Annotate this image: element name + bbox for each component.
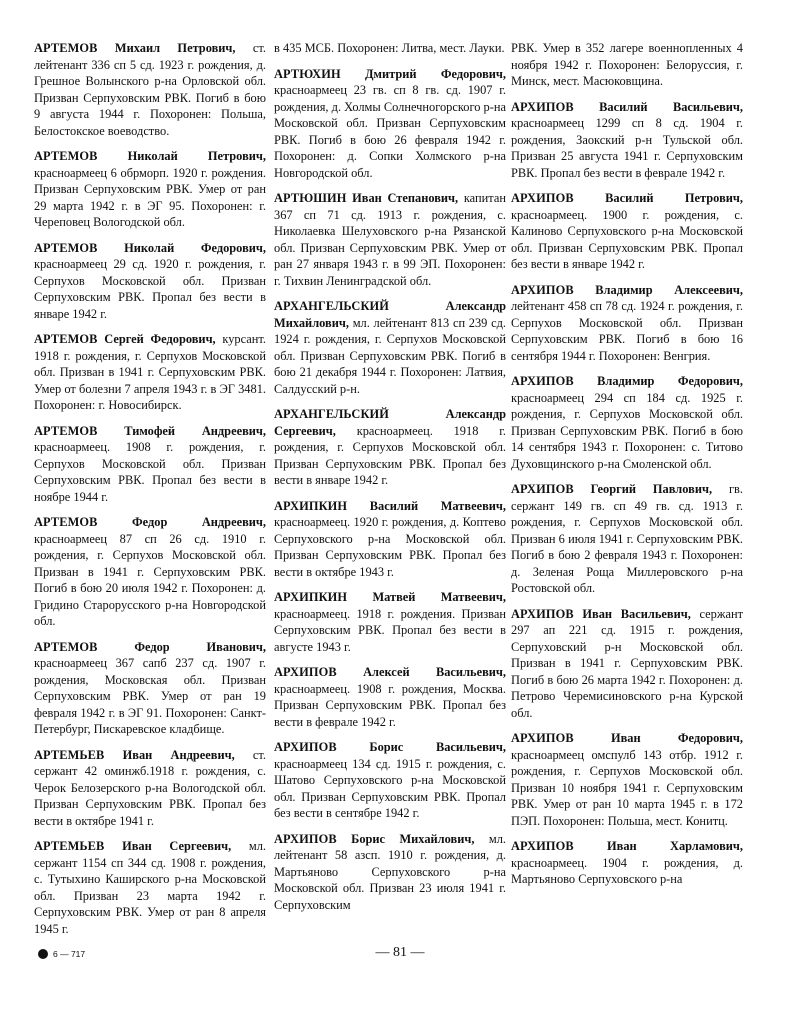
entry-surname: АРТЮШИН bbox=[274, 191, 347, 205]
entry-text: красноармеец. 1918 г. рождения. Призван Серпуховским РВК. Пропал без вести в августе 1943 г. bbox=[274, 606, 506, 654]
memorial-entry bbox=[511, 606, 743, 722]
entry-given-name: Владимир Алексеевич, bbox=[595, 282, 743, 297]
entry-text: красноармеец 87 сп 26 сд. 1910 г. рождения, г. Серпухов Московской обл. Призван в 1941 г. Серпуховским РВК. Погиб в бою 20 июля 1942 г. Похоронен: д. Гридино Старорусского р-на Новгородской обл. bbox=[34, 531, 266, 628]
entry-text: капитан 367 сп 71 сд. 1913 г. рождения, с. Николаевка Шелуховского р-на Рязанской обл. Призван Серпуховским РВК. Умер от ран 27 января 1943 г. в 99 ЭП. Похоронен: г. Тихвин Ленинградской обл. bbox=[274, 191, 506, 288]
memorial-entry bbox=[274, 589, 506, 655]
memorial-entry bbox=[34, 240, 266, 323]
entry-surname: АРХИПОВ bbox=[274, 740, 337, 754]
entry-given-name: Тимофей Андреевич, bbox=[124, 423, 266, 438]
memorial-entry bbox=[274, 66, 506, 182]
memorial-entry bbox=[511, 481, 743, 597]
entry-given-name: Иван Андреевич, bbox=[122, 747, 235, 762]
entry-text: красноармеец 294 сп 184 сд. 1925 г. рождения, г. Серпухов Московской обл. Призван Серпуховским РВК. Погиб в бою 14 сентября 1943 г. Похоронен: с. Титово Духовщинского р-на Смоленской обл. bbox=[511, 390, 743, 471]
bullet-icon bbox=[38, 949, 48, 959]
memorial-entry bbox=[274, 664, 506, 730]
entry-surname: АРТЕМОВ bbox=[34, 639, 98, 654]
entry-text: красноармеец. 1920 г. рождения, д. Коптево Серпуховского р-на Московской обл. Призван Серпуховским РВК. Пропал без вести в октябре 1943 г. bbox=[274, 515, 506, 579]
entry-surname: АРХИПОВ bbox=[511, 282, 574, 297]
entry-text: гв. сержант 149 гв. сп 49 гв. сд. 1913 г. рождения, г. Серпухов Московской обл. Призван 6 июля 1941 г. Серпуховским РВК. Погиб в бою 2 февраля 1943 г. Похоронен: д. Зеленая Роща Миллеровского р-на Ростовской обл. bbox=[511, 482, 743, 595]
print-signature-text: 6 — 717 bbox=[53, 949, 86, 959]
entry-surname: АРХИПОВ bbox=[511, 374, 574, 388]
entry-surname: АРХИПОВ bbox=[511, 731, 574, 745]
entry-given-name: Федор Андреевич, bbox=[132, 515, 266, 529]
entry-text: в 435 МСБ. Похоронен: Литва, мест. Лауки. bbox=[274, 41, 505, 55]
entry-surname: АРХИПОВ bbox=[511, 482, 574, 496]
entry-text: красноармеец 29 сд. 1920 г. рождения, г. Серпухов Московской обл. Призван Серпуховским РВК. Пропал без вести в январе 1942 г. bbox=[34, 257, 266, 321]
entry-given-name: Иван Сергеевич, bbox=[122, 839, 232, 853]
memorial-entry bbox=[34, 423, 266, 506]
entry-given-name: Матвей Матвеевич, bbox=[372, 590, 506, 604]
entry-surname: АРТЕМОВ bbox=[34, 41, 98, 55]
entry-surname: АРХИПОВ bbox=[274, 665, 337, 679]
entry-given-name: Василий Матвеевич, bbox=[369, 498, 506, 513]
entry-given-name: Алексей Васильевич, bbox=[363, 665, 506, 679]
entry-text: красноармеец 367 сапб 237 сд. 1907 г. рождения, Московская обл. Призван Серпуховским РВК. Умер от ран 19 февраля 1942 г. в ЭГ 91. Похоронен: Санкт-Петербург, Пискаревское кладбище. bbox=[34, 656, 266, 736]
entry-surname: АРХИПОВ bbox=[511, 839, 574, 853]
memorial-entry bbox=[274, 498, 506, 581]
entry-given-name: Владимир Федорович, bbox=[597, 374, 743, 388]
text-column bbox=[34, 40, 266, 946]
memorial-entry bbox=[511, 40, 743, 90]
entry-given-name: Георгий Павлович, bbox=[590, 482, 713, 496]
memorial-entry bbox=[511, 838, 743, 888]
entry-surname: АРТЕМОВ bbox=[34, 332, 98, 346]
entry-text: красноармеец 134 сд. 1915 г. рождения, с. Шатово Серпуховского р-на Московской обл. Призван Серпуховским РВК. Пропал без вести в сентябре 1942 г. bbox=[274, 756, 506, 820]
entry-given-name: Василий Васильевич, bbox=[599, 99, 743, 114]
entry-surname: АРТЕМОВ bbox=[34, 515, 98, 529]
text-column bbox=[274, 40, 506, 922]
entry-text: ст. лейтенант 336 сп 5 сд. 1923 г. рождения, д. Грешное Волынского р-на Орловской обл. Призван Серпуховским РВК. Погиб в бою 9 августа 1944 г. Похоронен: Польша, Белостокское воеводство. bbox=[34, 41, 266, 138]
entry-surname: АРХАНГЕЛЬСКИЙ bbox=[274, 407, 389, 421]
entry-text: красноармеец. 1908 г. рождения, г. Серпухов Московской обл. Призван Серпуховским РВК. Пропал без вести в ноябре 1944 г. bbox=[34, 440, 266, 504]
memorial-entry bbox=[274, 298, 506, 397]
page-number: — 81 — bbox=[375, 945, 425, 960]
entry-text: красноармеец 1299 сп 8 сд. 1904 г. рождения, Заокский р-н Тульской обл. Призван 25 августа 1941 г. Серпуховским РВК. Пропал без вести в феврале 1942 г. bbox=[511, 116, 743, 180]
memorial-entry bbox=[34, 747, 266, 830]
entry-given-name: Александр Михайлович, bbox=[274, 299, 506, 330]
entry-given-name: Василий Петрович, bbox=[605, 191, 743, 205]
entry-given-name: Иван Федорович, bbox=[610, 731, 743, 745]
entry-text: красноармеец. 1918 г. рождения, г. Серпухов Московской обл. Призван Серпуховским РВК. Пропал без вести в январе 1942 г. bbox=[274, 423, 506, 487]
entry-surname: АРТЕМЬЕВ bbox=[34, 839, 105, 853]
memorial-entry bbox=[274, 406, 506, 489]
entry-given-name: Иван Степанович, bbox=[352, 191, 459, 205]
memorial-entry bbox=[511, 282, 743, 365]
entry-surname: АРХИПКИН bbox=[274, 498, 348, 513]
memorial-entry bbox=[34, 40, 266, 139]
entry-text: красноармеец омспулб 143 отбр. 1912 г. рождения, г. Серпухов Московской обл. Призван 10 ноября 1941 г. Серпуховским РВК. Умер от ран 10 марта 1945 г. в 172 ПЭП. Похоронен: Польша, мест. Конитц. bbox=[511, 747, 743, 828]
memorial-entry bbox=[274, 190, 506, 289]
entry-text: красноармеец. 1904 г. рождения, д. Мартьяново Серпуховского р-на bbox=[511, 855, 743, 886]
entry-text: красноармеец. 1908 г. рождения, Москва. Призван Серпуховским РВК. Пропал без вести в феврале 1942 г. bbox=[274, 681, 506, 729]
memorial-entry bbox=[511, 373, 743, 472]
entry-surname: АРХИПОВ bbox=[511, 191, 574, 205]
entry-text: ст. сержант 42 оминжб.1918 г. рождения, с. Черок Белозерского р-на Вологодской обл. Призван Серпуховским РВК. Пропал без вести в октябре 1941 г. bbox=[34, 747, 266, 828]
entry-surname: АРХИПОВ bbox=[511, 99, 574, 114]
entry-text: красноармеец 6 обрморп. 1920 г. рождения. Призван Серпуховским РВК. Умер от ран 29 марта 1942 г. в ЭГ 95. Похоронен: г. Череповец Вологодской обл. bbox=[34, 165, 266, 229]
entry-given-name: Иван Васильевич, bbox=[582, 606, 691, 621]
entry-surname: АРТЕМЬЕВ bbox=[34, 747, 105, 762]
entry-text: красноармеец. 1900 г. рождения, с. Калиново Серпуховского р-на Московской обл. Призван Серпуховским РВК. Пропал без вести в январе 1942 г. bbox=[511, 207, 743, 271]
entry-text: красноармеец 23 гв. сп 8 гв. сд. 1907 г. рождения, д. Холмы Солнечногорского р-на Московской обл. Призван Серпуховским РВК. Погиб в бою 26 февраля 1942 г. Похоронен: д. Сопки Холмского р-на Новгородской обл. bbox=[274, 83, 506, 180]
memorial-entry bbox=[34, 514, 266, 630]
entry-given-name: Николай Петрович, bbox=[127, 149, 266, 163]
memorial-entry bbox=[34, 639, 266, 738]
entry-surname: АРХИПОВ bbox=[274, 831, 337, 846]
entry-given-name: Михаил Петрович, bbox=[114, 41, 236, 55]
entry-text: мл. лейтенант 58 азсп. 1910 г. рождения, д. Мартьяново Серпуховского р-на Московской обл. Призван 23 июля 1941 г. Серпуховским bbox=[274, 831, 506, 912]
entry-given-name: Федор Иванович, bbox=[134, 639, 266, 654]
entry-text: курсант. 1918 г. рождения, г. Серпухов Московской обл. Призван в 1941 г. Серпуховским РВК. Умер от болезни 7 апреля 1943 г. в ЭГ 3481. Похоронен: г. Новосибирск. bbox=[34, 332, 266, 412]
entry-surname: АРТЕМОВ bbox=[34, 240, 98, 255]
memorial-entry bbox=[34, 838, 266, 937]
entry-surname: АРТЮХИН bbox=[274, 66, 341, 81]
entry-surname: АРХИПОВ bbox=[511, 606, 574, 621]
entry-surname: АРТЕМОВ bbox=[34, 423, 98, 438]
memorial-entry bbox=[274, 831, 506, 914]
entry-given-name: Александр Сергеевич, bbox=[274, 407, 506, 438]
memorial-entry bbox=[274, 739, 506, 822]
page-footer bbox=[0, 943, 800, 967]
entry-text: РВК. Умер в 352 лагере военнопленных 4 ноября 1942 г. Похоронен: Белоруссия, г. Минск, мест. Масюковщина. bbox=[511, 41, 743, 88]
entry-given-name: Дмитрий Федорович, bbox=[365, 66, 506, 81]
entry-surname: АРХАНГЕЛЬСКИЙ bbox=[274, 299, 389, 313]
entry-text: лейтенант 458 сп 78 сд. 1924 г. рождения, г. Серпухов Московской обл. Призван Серпуховским РВК. Погиб в бою 16 сентября 1944 г. Похоронен: Венгрия. bbox=[511, 299, 743, 363]
entry-text: сержант 297 ап 221 сд. 1915 г. рождения, Серпуховский р-н Московской обл. Призван в 1941 г. Серпуховским РВК. Погиб в бою 26 марта 1942 г. Похоронен: д. Петрово Черемисиновского р-на Курской обл. bbox=[511, 606, 743, 720]
entry-given-name: Иван Харламович, bbox=[607, 839, 743, 853]
memorial-entry bbox=[511, 99, 743, 182]
entry-given-name: Борис Васильевич, bbox=[369, 740, 506, 754]
memorial-entry bbox=[511, 730, 743, 829]
entry-text: мл. сержант 1154 сп 344 сд. 1908 г. рождения, с. Тутыхино Каширского р-на Московской обл. Призван 23 марта 1942 г. Серпуховским РВК. Умер от ран 8 апреля 1945 г. bbox=[34, 839, 266, 936]
entry-given-name: Борис Михайлович, bbox=[351, 831, 475, 846]
text-column bbox=[511, 40, 743, 897]
memorial-entry bbox=[511, 190, 743, 273]
entry-given-name: Николай Федорович, bbox=[124, 240, 266, 255]
entry-surname: АРТЕМОВ bbox=[34, 149, 98, 163]
entry-surname: АРХИПКИН bbox=[274, 590, 348, 604]
print-signature-mark bbox=[38, 949, 85, 959]
memorial-entry bbox=[274, 40, 506, 57]
memorial-entry bbox=[34, 331, 266, 414]
entry-text: мл. лейтенант 813 сп 239 сд. 1924 г. рождения, г. Серпухов Московской обл. Призван Серпуховским РВК. Погиб в бою 21 декабря 1944 г. Похоронен: Латвия, Салдусский р-н. bbox=[274, 315, 506, 396]
memorial-entry bbox=[34, 148, 266, 231]
entry-given-name: Сергей Федорович, bbox=[104, 332, 216, 346]
